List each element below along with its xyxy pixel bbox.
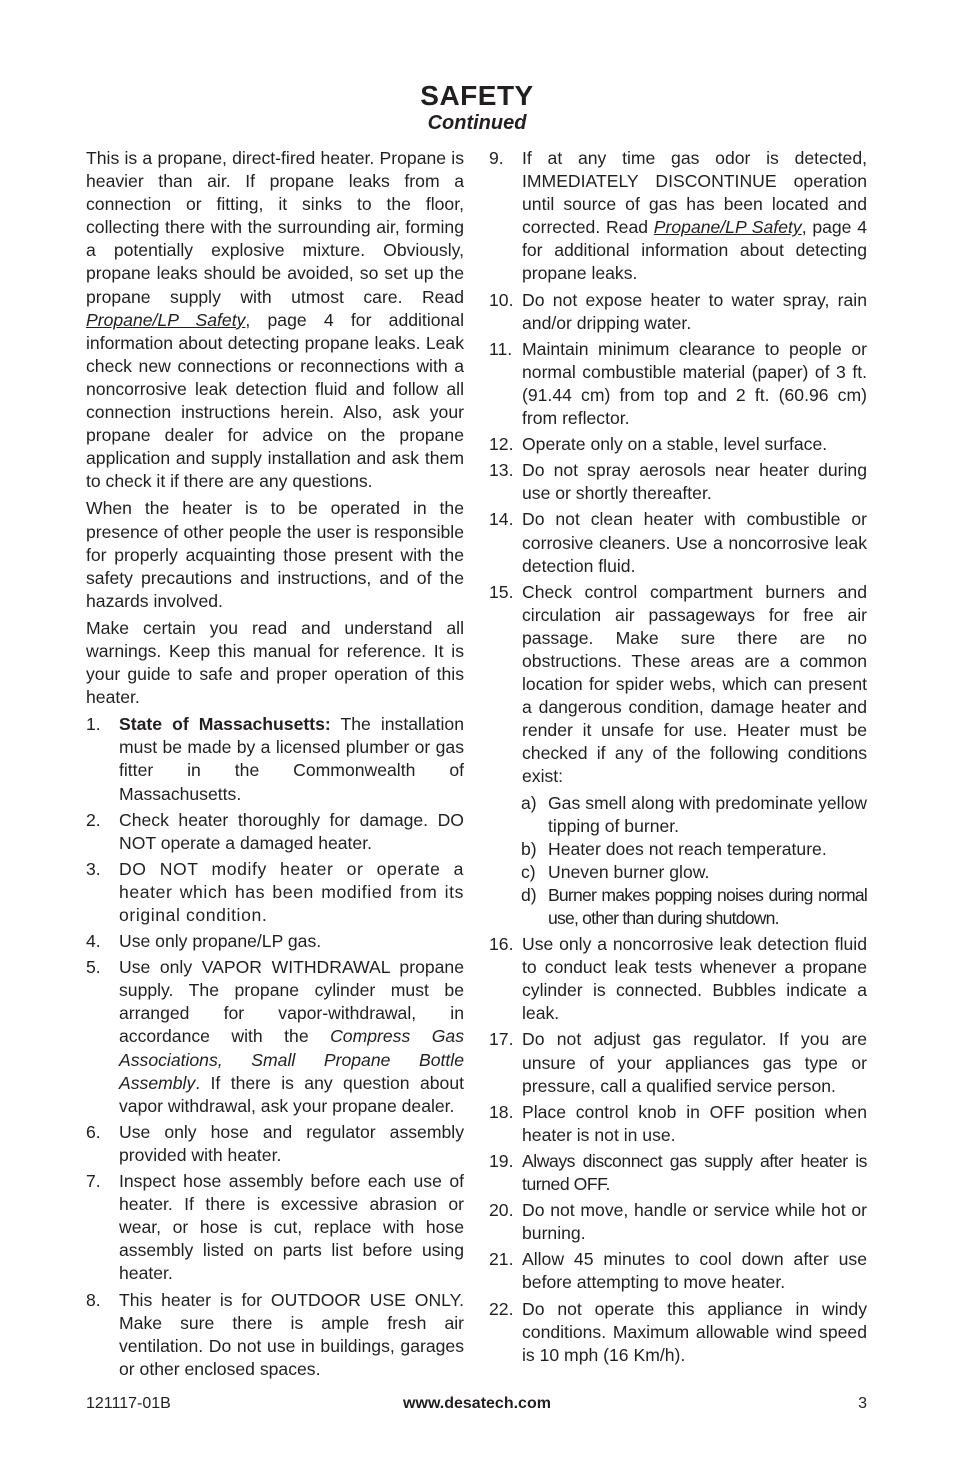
item-text: The installation must be made by a licensed plumber or gas fitter in the Commonwealth of Massachusetts. [119,714,464,804]
item-number: 12. [489,434,514,455]
safety-item-11 [489,338,867,430]
website-link[interactable]: www.desatech.com [403,1395,551,1412]
safety-item-22 [489,1298,867,1367]
item-text: Do not adjust gas regulator. If you are unsure of your appliances gas type or pressure, call a qualified service person. [522,1029,867,1096]
right-column [489,147,867,1370]
subitem-text: Gas smell along with predominate yellow tipping of burner. [548,792,867,836]
safety-item-20 [489,1199,867,1245]
item-number: 21. [489,1249,514,1270]
safety-item-4 [86,930,464,953]
item-text: Do not spray aerosols near heater during use or shortly thereafter. [522,460,867,504]
item-number: 5. [86,957,101,978]
safety-item-19 [489,1150,867,1196]
item-number: 6. [86,1121,101,1142]
subitem-letter: c) [521,861,536,882]
item-number: 14. [489,509,514,530]
safety-subitem-15a [489,792,867,838]
item-text: Always disconnect gas supply after heater is turned OFF. [522,1150,867,1195]
document-number: 121117-01B [86,1395,171,1412]
propane-lp-safety-reference: Propane/LP Safety [653,217,802,238]
item-text: Operate only on a stable, level surface. [522,434,828,455]
intro-p1-text-b: , page 4 for additional information about detecting propane leaks. Leak check new connections or reconnections with a noncorrosive leak detection fluid and follow all connection instructions herein. Also, ask your propane dealer for advice on the propane application and supply installation and ask them to check it if there are any questions. [86,309,464,492]
page-number: 3 [858,1395,867,1412]
item-number: 1. [86,714,101,735]
safety-item-1 [86,713,464,805]
item-number: 17. [489,1029,514,1050]
item-text-a: Use only VAPOR WITHDRAWAL propane supply. The propane cylinder must be arranged for vapor-withdrawal, in accordance with the [119,957,464,1047]
left-column [86,147,464,1384]
item-text: Maintain minimum clearance to people or normal combustible material (paper) of 3 ft. (91.44 cm) from top and 2 ft. (60.96 cm) from reflector. [522,338,867,429]
item-text-a: If at any time gas odor is detected, IMMEDIATELY DISCONTINUE operation until source of gas has been located and corrected. Read [522,148,867,238]
item-text-b: . If there is any question about vapor withdrawal, ask your propane dealer. [119,1072,464,1116]
safety-item-5 [86,956,464,1118]
safety-item-16 [489,933,867,1025]
item-number: 22. [489,1298,514,1319]
item-number: 4. [86,931,101,952]
item-text: Place control knob in OFF position when heater is not in use. [522,1101,867,1145]
item-number: 3. [86,858,101,879]
safety-item-6 [86,1121,464,1167]
intro-p1-text-a: This is a propane, direct-fired heater. Propane is heavier than air. If propane leaks from a connection or fitting, it sinks to the floor, collecting there with the surrounding air, forming a potentially explosive mixture. Obviously, propane leaks should be avoided, so set up the propane supply with utmost care. Read [86,148,464,307]
intro-paragraph-3: Make certain you read and understand all warnings. Keep this manual for reference. It is your guide to safe and proper operation of this heater. [86,617,464,708]
safety-item-17 [489,1028,867,1097]
safety-item-9 [489,147,867,286]
safety-item-15 [489,581,867,789]
safety-item-2 [86,809,464,855]
item-number: 9. [489,148,504,168]
item-number: 19. [489,1150,514,1171]
item-text-italic: Compress Gas Associations, Small Propane Bottle Assembly [119,1026,464,1093]
subitem-letter: b) [521,838,537,859]
item-text: Use only propane/LP gas. [119,931,322,952]
item-number: 16. [489,934,514,955]
item-text: Do not move, handle or service while hot or burning. [522,1200,867,1244]
subitem-text: Uneven burner glow. [548,861,710,882]
item-text: Inspect hose assembly before each use of heater. If there is excessive abrasion or wear, or hose is cut, replace with hose assembly listed on parts list before using heater. [119,1171,464,1284]
item-text-b: , page 4 for additional information about detecting propane leaks. [522,217,867,284]
item-text: Allow 45 minutes to cool down after use before attempting to move heater. [522,1249,867,1293]
massachusetts-label: State of Massachusetts: [119,714,331,735]
subitem-text: Heater does not reach temperature. [548,838,827,859]
item-text: Use only hose and regulator assembly provided with heater. [119,1121,464,1165]
safety-item-12 [489,433,867,456]
safety-item-7 [86,1170,464,1285]
intro-paragraph-2: When the heater is to be operated in the presence of other people the user is responsible for properly acquainting those present with the safety precautions and instructions, and of the hazards involved. [86,498,464,611]
safety-item-10 [489,289,867,335]
safety-subitem-15d [489,884,867,930]
safety-item-8 [86,1289,464,1381]
safety-item-3 [86,858,464,927]
item-text: Do not clean heater with combustible or corrosive cleaners. Use a noncorrosive leak detection fluid. [522,509,867,576]
item-text: Check heater thoroughly for damage. DO NOT operate a damaged heater. [119,809,464,853]
safety-item-18 [489,1101,867,1147]
intro-paragraph-1 [86,147,464,493]
subitem-letter: a) [521,792,537,813]
safety-item-14 [489,508,867,577]
item-number: 13. [489,460,514,481]
item-text: Check control compartment burners and circulation air passageways for free air passage. Make sure there are no obstructions. These areas are a common location for spider webs, which can present a dangerous condition, damage heater and render it unsafe for use. Heater must be checked if any of the following conditions exist: [522,581,867,787]
subitem-letter: d) [521,884,537,905]
item-number: 10. [489,289,514,310]
item-number: 20. [489,1200,514,1221]
item-number: 8. [86,1289,101,1310]
subitem-text: Burner makes popping noises during normal use, other than during shutdown. [548,884,867,928]
item-text: This heater is for OUTDOOR USE ONLY. Make sure there is ample fresh air ventilation. Do not use in buildings, garages or other enclosed spaces. [119,1289,464,1379]
safety-subitem-15b [489,838,867,861]
propane-lp-safety-reference: Propane/LP Safety [86,309,246,330]
item-number: 2. [86,809,101,830]
item-number: 7. [86,1171,101,1192]
safety-item-21 [489,1248,867,1294]
item-text: Use only a noncorrosive leak detection fluid to conduct leak tests whenever a propane cylinder is connected. Bubbles indicate a leak. [522,934,867,1024]
safety-item-13 [489,459,867,505]
item-number: 18. [489,1101,514,1122]
item-text: Do not operate this appliance in windy conditions. Maximum allowable wind speed is 10 mph (16 Km/h). [522,1298,867,1365]
item-text: DO NOT modify heater or operate a heater which has been modified from its original condition. [119,858,464,925]
page-subtitle: Continued [427,112,527,134]
item-number: 15. [489,581,514,602]
page-title: SAFETY [420,80,534,111]
safety-subitem-15c [489,861,867,884]
item-text: Do not expose heater to water spray, rain and/or dripping water. [522,289,867,333]
item-number: 11. [489,338,513,359]
